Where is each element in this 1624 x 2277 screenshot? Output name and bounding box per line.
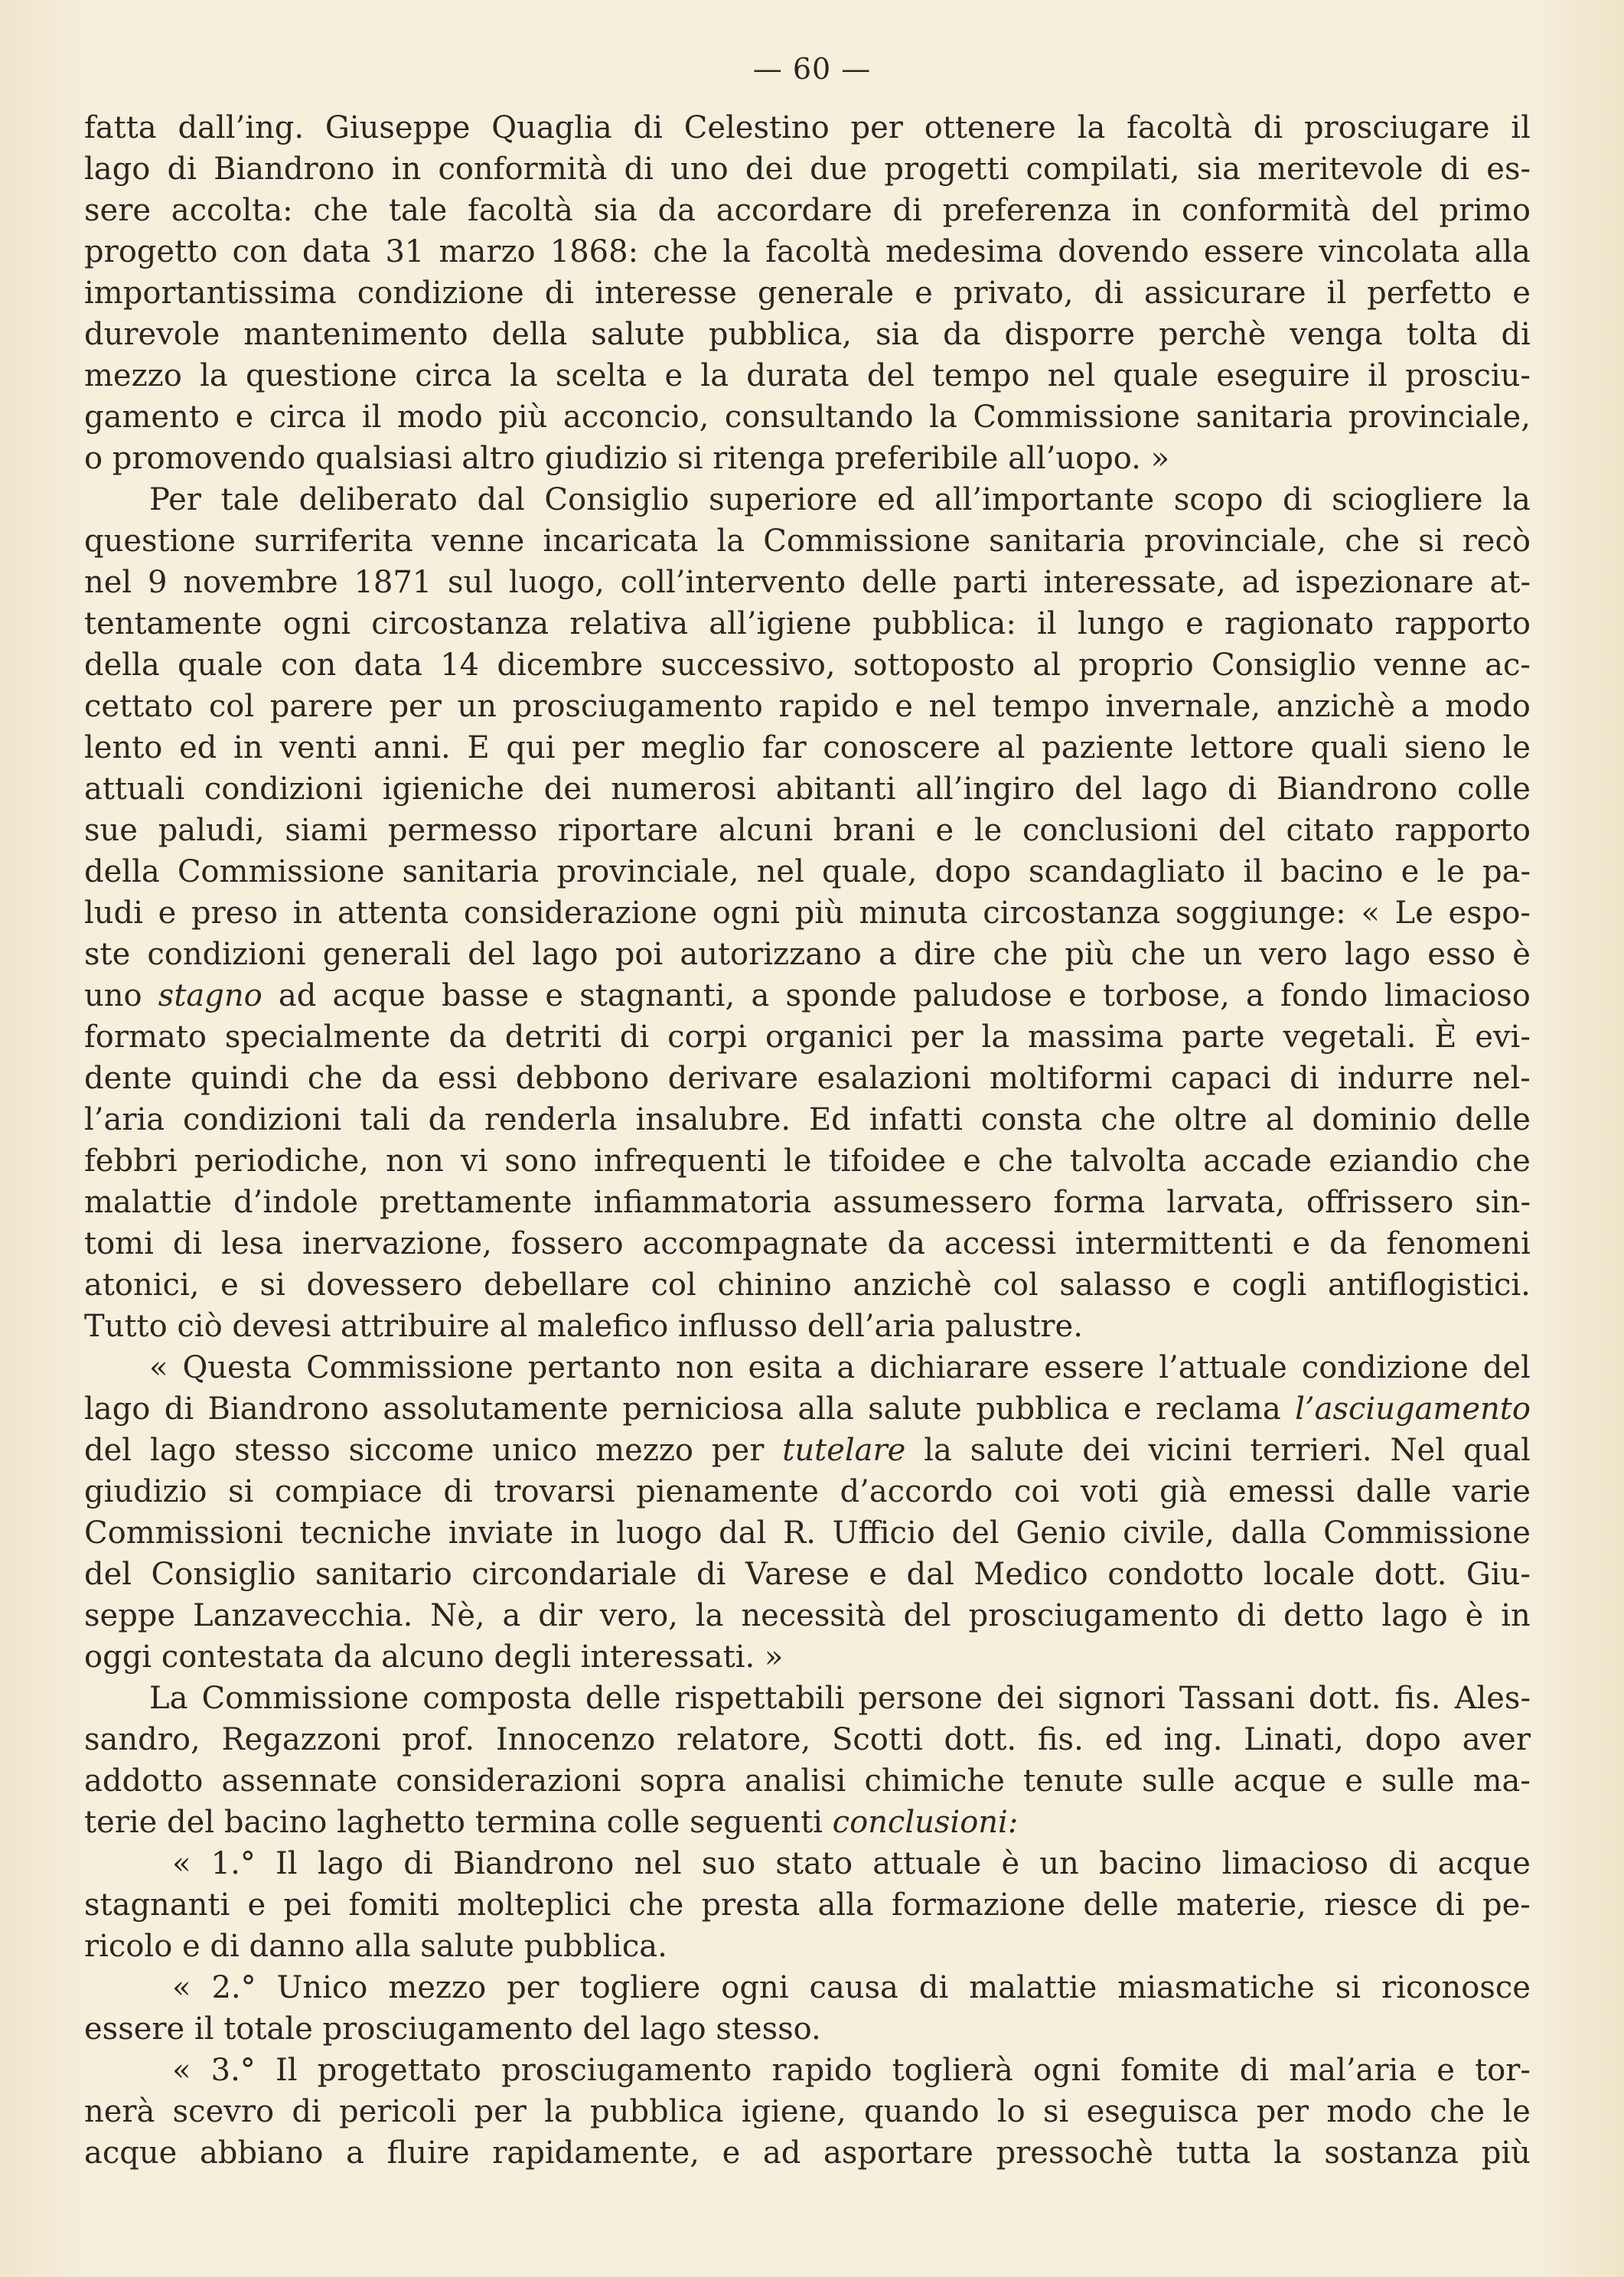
text-line: della Commissione sanitaria provinciale, nel quale, dopo scandagliato il bacino e le pa- xyxy=(84,854,1531,889)
page-number: — 60 — xyxy=(752,52,872,86)
text-line: attuali condizioni igieniche dei numerosi abitanti all’ingiro del lago di Biandrono colle xyxy=(84,772,1531,807)
text-line: questione surriferita venne incaricata la Commissione sanitaria provinciale, che si recò xyxy=(84,524,1531,559)
text-line: stagnanti e pei fomiti molteplici che presta alla formazione delle materie, riesce di pe- xyxy=(84,1887,1531,1923)
text-line: formato specialmente da detriti di corpi organici per la massima parte vegetali. È evi- xyxy=(84,1019,1531,1055)
text-line: progetto con data 31 marzo 1868: che la facoltà medesima dovendo essere vincolata alla xyxy=(84,234,1531,269)
text-line: malattie d’indole prettamente infiammatoria assumessero forma larvata, offrissero sin- xyxy=(84,1185,1531,1220)
text-line: lento ed in venti anni. E qui per meglio far conoscere al paziente lettore quali sieno le xyxy=(84,730,1531,765)
text-line: giudizio si compiace di trovarsi pienamente d’accordo coi voti già emessi dalle varie xyxy=(84,1474,1531,1509)
text-line: o promovendo qualsiasi altro giudizio si ritenga preferibile all’uopo. » xyxy=(84,441,1170,476)
text-line: « Questa Commissione pertanto non esita a dichiarare essere l’attuale condizione del xyxy=(149,1350,1531,1385)
body-text xyxy=(84,107,1531,2174)
text-line: atonici, e si dovessero debellare col chinino anzichè col salasso e cogli antiflogistici. xyxy=(84,1267,1531,1303)
text-line: seppe Lanzavecchia. Nè, a dir vero, la necessità del prosciugamento di detto lago è in xyxy=(84,1598,1531,1633)
text-line: nel 9 novembre 1871 sul luogo, coll’intervento delle parti interessate, ad ispezionare at- xyxy=(84,565,1531,600)
text-line: importantissima condizione di interesse generale e privato, di assicurare il perfetto e xyxy=(84,276,1531,311)
text-line: lago di Biandrono assolutamente perniciosa alla salute pubblica e reclama l’asciugamento xyxy=(84,1391,1531,1427)
text-line: lago di Biandrono in conformità di uno dei due progetti compilati, sia meritevole di es- xyxy=(84,152,1531,187)
text-line: Tutto ciò devesi attribuire al malefico influsso dell’aria palustre. xyxy=(84,1309,1083,1344)
text-line: gamento e circa il modo più acconcio, consultando la Commissione sanitaria provinciale, xyxy=(84,400,1531,435)
text-line: uno stagno ad acque basse e stagnanti, a sponde paludose e torbose, a fondo limacioso xyxy=(84,978,1531,1013)
text-line: della quale con data 14 dicembre successivo, sottoposto al proprio Consiglio venne ac- xyxy=(84,648,1531,683)
text-line: mezzo la questione circa la scelta e la durata del tempo nel quale eseguire il prosciu- xyxy=(84,358,1531,393)
text-line: ricolo e di danno alla salute pubblica. xyxy=(84,1929,667,1964)
text-line: Commissioni tecniche inviate in luogo dal R. Ufficio del Genio civile, dalla Commissione xyxy=(84,1515,1531,1551)
text-line: « 2.° Unico mezzo per togliere ogni causa di malattie miasmatiche si riconosce xyxy=(172,1970,1531,2005)
text-line: oggi contestata da alcuno degli interessati. » xyxy=(84,1639,784,1675)
text-line: addotto assennate considerazioni sopra analisi chimiche tenute sulle acque e sulle ma- xyxy=(84,1763,1531,1799)
text-line: cettato col parere per un prosciugamento rapido e nel tempo invernale, anzichè a modo xyxy=(84,689,1531,724)
text-line: sere accolta: che tale facoltà sia da accordare di preferenza in conformità del primo xyxy=(84,193,1531,228)
text-line: « 1.° Il lago di Biandrono nel suo stato attuale è un bacino limacioso di acque xyxy=(172,1846,1531,1881)
text-line: del Consiglio sanitario circondariale di Varese e dal Medico condotto locale dott. Giu- xyxy=(84,1557,1531,1592)
text-line: febbri periodiche, non vi sono infrequenti le tifoidee e che talvolta accade eziandio che xyxy=(84,1143,1531,1179)
text-line: essere il totale prosciugamento del lago stesso. xyxy=(84,2011,821,2047)
text-line: « 3.° Il progettato prosciugamento rapido toglierà ogni fomite di mal’aria e tor- xyxy=(172,2053,1531,2088)
text-line: sue paludi, siami permesso riportare alcuni brani e le conclusioni del citato rapporto xyxy=(84,813,1531,848)
text-line: nerà scevro di pericoli per la pubblica igiene, quando lo si eseguisca per modo che le xyxy=(84,2094,1531,2129)
text-line: La Commissione composta delle rispettabili persone dei signori Tassani dott. fis. Ales- xyxy=(149,1681,1531,1716)
text-line: tomi di lesa inervazione, fossero accompagnate da accessi intermittenti e da fenomeni xyxy=(84,1226,1531,1261)
text-line: acque abbiano a fluire rapidamente, e ad asportare pressochè tutta la sostanza più xyxy=(84,2135,1531,2171)
text-line: durevole mantenimento della salute pubblica, sia da disporre perchè venga tolta di xyxy=(84,317,1531,352)
text-line: Per tale deliberato dal Consiglio superiore ed all’importante scopo di sciogliere la xyxy=(149,482,1531,517)
text-line: terie del bacino laghetto termina colle seguenti conclusioni: xyxy=(84,1805,1019,1840)
text-line: del lago stesso siccome unico mezzo per tutelare la salute dei vicini terrieri. Nel qual xyxy=(84,1433,1531,1468)
text-line: ste condizioni generali del lago poi autorizzano a dire che più che un vero lago esso è xyxy=(84,937,1531,972)
text-line: l’aria condizioni tali da renderla insalubre. Ed infatti consta che oltre al dominio delle xyxy=(84,1102,1531,1137)
text-line: ludi e preso in attenta considerazione ogni più minuta circostanza soggiunge: « Le espo- xyxy=(84,895,1531,931)
text-line: tentamente ogni circostanza relativa all’igiene pubblica: il lungo e ragionato rapporto xyxy=(84,606,1531,641)
text-line: fatta dall’ing. Giuseppe Quaglia di Celestino per ottenere la facoltà di prosciugare il xyxy=(84,110,1531,145)
text-line: sandro, Regazzoni prof. Innocenzo relatore, Scotti dott. fis. ed ing. Linati, dopo aver xyxy=(84,1722,1531,1757)
text-line: dente quindi che da essi debbono derivare esalazioni moltiformi capaci di indurre nel- xyxy=(84,1061,1531,1096)
